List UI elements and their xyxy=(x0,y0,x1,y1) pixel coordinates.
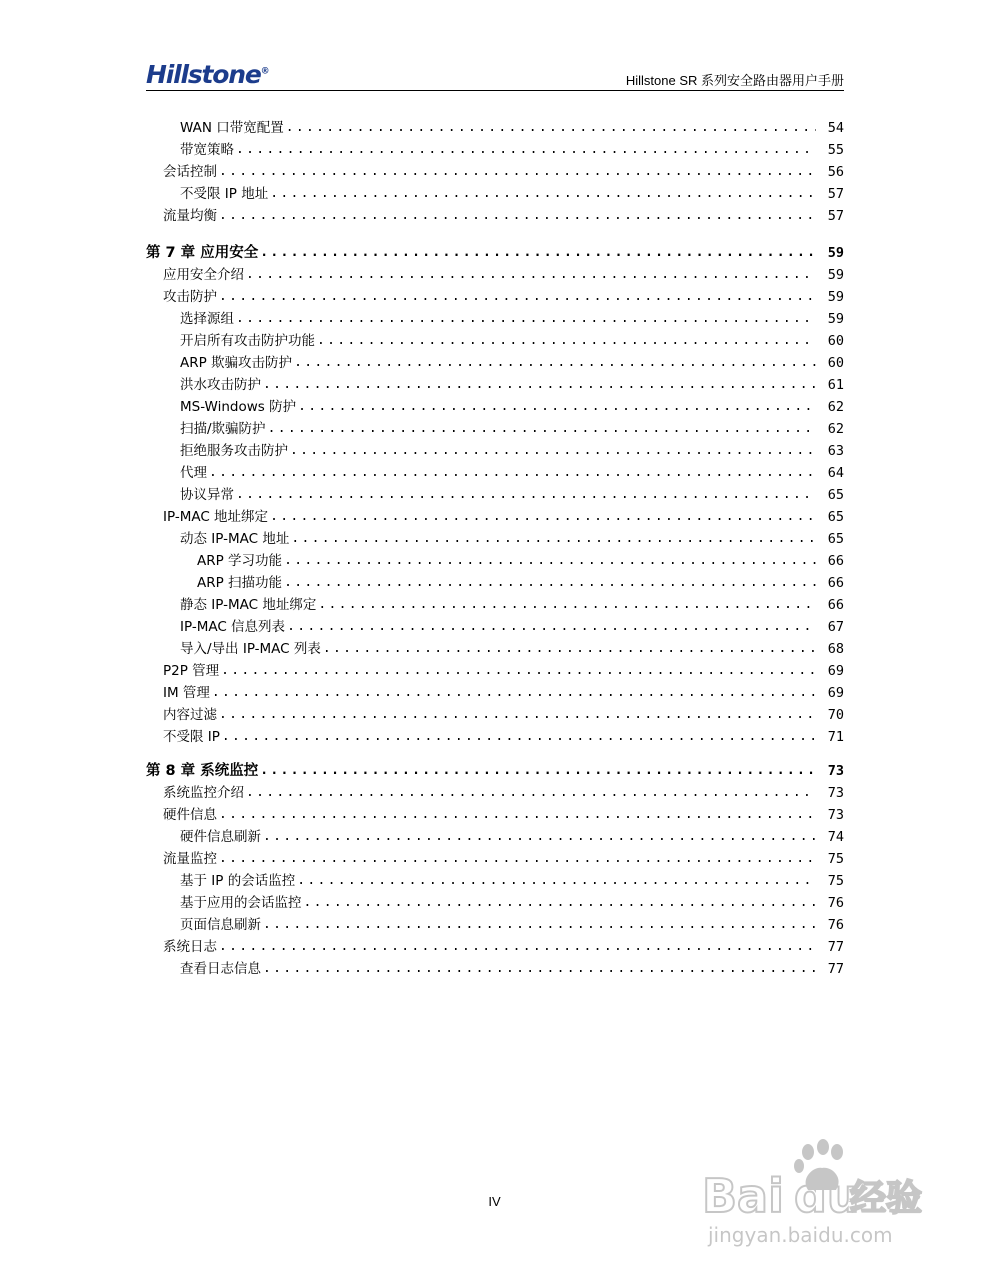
toc-entry-title: 第 8 章 系统监控 xyxy=(146,763,259,779)
toc-entry[interactable] xyxy=(146,484,844,506)
toc-entry[interactable] xyxy=(146,804,844,826)
toc-entry-page: 69 xyxy=(827,663,844,679)
toc-entry-title: IP-MAC 信息列表 xyxy=(180,619,286,635)
toc-entry-title: 攻击防护 xyxy=(163,289,217,305)
page-header xyxy=(146,58,844,91)
toc-chapter-entry[interactable] xyxy=(146,760,844,782)
toc-entry-title: 流量均衡 xyxy=(163,208,217,224)
toc-entry[interactable] xyxy=(146,914,844,936)
toc-entry-page: 68 xyxy=(827,641,844,657)
toc-entry-page: 65 xyxy=(827,531,844,547)
toc-dot-leader xyxy=(270,506,816,528)
toc-dot-leader xyxy=(246,782,816,804)
toc-entry[interactable] xyxy=(146,682,844,704)
toc-entry[interactable] xyxy=(146,848,844,870)
toc-entry-title: ARP 欺骗攻击防护 xyxy=(180,355,293,371)
toc-dot-leader xyxy=(286,117,816,139)
toc-entry-title: 硬件信息 xyxy=(163,807,217,823)
toc-entry-page: 66 xyxy=(827,575,844,591)
toc-entry-page: 70 xyxy=(827,707,844,723)
toc-entry-title: 带宽策略 xyxy=(180,142,234,158)
toc-entry-page: 65 xyxy=(827,487,844,503)
toc-dot-leader xyxy=(323,638,816,660)
toc-dot-leader xyxy=(219,205,816,227)
toc-entry-page: 77 xyxy=(827,961,844,977)
toc-dot-leader xyxy=(221,660,816,682)
toc-dot-leader xyxy=(260,760,816,782)
toc-entry-page: 73 xyxy=(827,807,844,823)
toc-entry-page: 56 xyxy=(827,164,844,180)
toc-entry-page: 62 xyxy=(827,421,844,437)
toc-entry-title: 系统日志 xyxy=(163,939,217,955)
toc-entry-page: 57 xyxy=(827,208,844,224)
toc-dot-leader xyxy=(317,330,816,352)
toc-entry-page: 76 xyxy=(827,895,844,911)
toc-entry-page: 63 xyxy=(827,443,844,459)
toc-entry[interactable] xyxy=(146,330,844,352)
logo-registered-mark: ® xyxy=(260,66,269,77)
toc-entry-title: 流量监控 xyxy=(163,851,217,867)
toc-entry-title: P2P 管理 xyxy=(163,663,220,679)
toc-entry[interactable] xyxy=(146,660,844,682)
toc-entry[interactable] xyxy=(146,183,844,205)
toc-entry-title: 扫描/欺骗防护 xyxy=(180,421,266,437)
toc-entry-page: 60 xyxy=(827,333,844,349)
toc-entry-title: ARP 学习功能 xyxy=(197,553,283,569)
toc-entry-page: 57 xyxy=(827,186,844,202)
toc-entry[interactable] xyxy=(146,462,844,484)
toc-entry[interactable] xyxy=(146,616,844,638)
toc-dot-leader xyxy=(219,804,816,826)
toc-entry-title: 开启所有攻击防护功能 xyxy=(180,333,315,349)
toc-entry-title: IP-MAC 地址绑定 xyxy=(163,509,269,525)
toc-entry-page: 55 xyxy=(827,142,844,158)
toc-entry[interactable] xyxy=(146,704,844,726)
toc-entry[interactable] xyxy=(146,506,844,528)
toc-entry[interactable] xyxy=(146,958,844,980)
toc-entry[interactable] xyxy=(146,205,844,227)
toc-entry-title: MS-Windows 防护 xyxy=(180,399,297,415)
toc-entry-title: 会话控制 xyxy=(163,164,217,180)
toc-entry[interactable] xyxy=(146,139,844,161)
watermark-brand-tail: du xyxy=(794,1169,860,1223)
watermark-product: 经验 xyxy=(850,1178,923,1219)
toc-dot-leader xyxy=(297,870,816,892)
toc-entry-page: 75 xyxy=(827,873,844,889)
toc-entry-title: 不受限 IP xyxy=(163,729,220,745)
toc-entry-page: 62 xyxy=(827,399,844,415)
toc-entry-title: WAN 口带宽配置 xyxy=(180,120,284,136)
toc-entry-page: 61 xyxy=(827,377,844,393)
toc-dot-leader xyxy=(270,183,816,205)
toc-entry-title: 页面信息刷新 xyxy=(180,917,261,933)
toc-dot-leader xyxy=(219,848,816,870)
toc-entry-title: 洪水攻击防护 xyxy=(180,377,261,393)
toc-entry-page: 73 xyxy=(827,785,844,801)
toc-entry[interactable] xyxy=(146,936,844,958)
document-title: Hillstone SR 系列安全路由器用户手册 xyxy=(625,73,844,88)
toc-entry-page: 60 xyxy=(827,355,844,371)
toc-entry-title: 不受限 IP 地址 xyxy=(180,186,269,202)
toc-dot-leader xyxy=(222,726,816,748)
toc-entry-page: 66 xyxy=(827,553,844,569)
toc-dot-leader xyxy=(284,550,816,572)
hillstone-logo xyxy=(146,60,268,89)
logo-text: Hillstone xyxy=(146,60,261,89)
toc-dot-leader xyxy=(236,484,816,506)
toc-entry[interactable] xyxy=(146,418,844,440)
toc-entry-page: 59 xyxy=(827,245,844,261)
toc-entry-title: 系统监控介绍 xyxy=(163,785,244,801)
toc-entry-page: 64 xyxy=(827,465,844,481)
toc-entry[interactable] xyxy=(146,782,844,804)
toc-dot-leader xyxy=(287,616,816,638)
toc-entry[interactable] xyxy=(146,286,844,308)
toc-dot-leader xyxy=(291,528,816,550)
toc-dot-leader xyxy=(298,396,816,418)
toc-entry-page: 66 xyxy=(827,597,844,613)
toc-dot-leader xyxy=(263,958,816,980)
toc-dot-leader xyxy=(290,440,816,462)
toc-dot-leader xyxy=(263,914,816,936)
watermark-url: jingyan.baidu.com xyxy=(708,1223,893,1247)
toc-entry-page: 76 xyxy=(827,917,844,933)
toc-dot-leader xyxy=(236,139,816,161)
toc-dot-leader xyxy=(219,161,816,183)
toc-entry-title: 硬件信息刷新 xyxy=(180,829,261,845)
toc-entry[interactable] xyxy=(146,726,844,748)
toc-entry[interactable] xyxy=(146,572,844,594)
toc-entry-title: 应用安全介绍 xyxy=(163,267,244,283)
toc-entry[interactable] xyxy=(146,826,844,848)
toc-dot-leader xyxy=(209,462,816,484)
toc-dot-leader xyxy=(219,286,816,308)
toc-entry-title: IM 管理 xyxy=(163,685,210,701)
toc-dot-leader xyxy=(294,352,816,374)
toc-entry[interactable] xyxy=(146,528,844,550)
toc-entry[interactable] xyxy=(146,396,844,418)
toc-chapter-entry[interactable] xyxy=(146,242,844,264)
toc-entry-title: ARP 扫描功能 xyxy=(197,575,283,591)
toc-entry-title: 动态 IP-MAC 地址 xyxy=(180,531,290,547)
toc-entry[interactable] xyxy=(146,440,844,462)
toc-dot-leader xyxy=(219,936,816,958)
toc-entry-page: 71 xyxy=(827,729,844,745)
toc-entry[interactable] xyxy=(146,161,844,183)
toc-entry-title: 拒绝服务攻击防护 xyxy=(180,443,288,459)
toc-entry-title: 代理 xyxy=(180,465,207,481)
toc-entry-page: 59 xyxy=(827,311,844,327)
toc-entry[interactable] xyxy=(146,374,844,396)
toc-entry-title: 第 7 章 应用安全 xyxy=(146,245,259,261)
toc-entry[interactable] xyxy=(146,264,844,286)
toc-entry-page: 59 xyxy=(827,267,844,283)
toc-entry[interactable] xyxy=(146,870,844,892)
toc-dot-leader xyxy=(304,892,817,914)
toc-dot-leader xyxy=(263,374,816,396)
page-number: IV xyxy=(488,1194,501,1209)
toc-dot-leader xyxy=(268,418,816,440)
toc-entry-title: 基于应用的会话监控 xyxy=(180,895,302,911)
toc-entry[interactable] xyxy=(146,308,844,330)
toc-entry-title: 查看日志信息 xyxy=(180,961,261,977)
toc-dot-leader xyxy=(318,594,816,616)
toc-entry-page: 77 xyxy=(827,939,844,955)
toc-entry-title: 静态 IP-MAC 地址绑定 xyxy=(180,597,317,613)
toc-entry[interactable] xyxy=(146,550,844,572)
toc-entry-page: 67 xyxy=(827,619,844,635)
toc-dot-leader xyxy=(236,308,816,330)
watermark-brand: Bai xyxy=(702,1169,784,1223)
toc-entry-page: 59 xyxy=(827,289,844,305)
toc-entry[interactable] xyxy=(146,638,844,660)
toc-entry-title: 导入/导出 IP-MAC 列表 xyxy=(180,641,321,657)
toc-entry[interactable] xyxy=(146,892,844,914)
toc-entry[interactable] xyxy=(146,117,844,139)
toc-entry-page: 74 xyxy=(827,829,844,845)
toc-dot-leader xyxy=(284,572,816,594)
toc-entry-page: 69 xyxy=(827,685,844,701)
toc-entry-title: 基于 IP 的会话监控 xyxy=(180,873,296,889)
toc-dot-leader xyxy=(212,682,816,704)
toc-entry-page: 75 xyxy=(827,851,844,867)
toc-dot-leader xyxy=(263,826,816,848)
baidu-jingyan-watermark xyxy=(700,1138,940,1248)
toc-entry[interactable] xyxy=(146,594,844,616)
toc-dot-leader xyxy=(260,242,816,264)
toc-entry-title: 内容过滤 xyxy=(163,707,217,723)
toc-entry-title: 选择源组 xyxy=(180,311,234,327)
toc-entry[interactable] xyxy=(146,352,844,374)
toc-dot-leader xyxy=(246,264,816,286)
toc-entry-page: 65 xyxy=(827,509,844,525)
toc-dot-leader xyxy=(219,704,816,726)
toc-entry-page: 73 xyxy=(827,763,844,779)
toc-entry-page: 54 xyxy=(827,120,844,136)
table-of-contents xyxy=(146,117,844,980)
toc-entry-title: 协议异常 xyxy=(180,487,234,503)
